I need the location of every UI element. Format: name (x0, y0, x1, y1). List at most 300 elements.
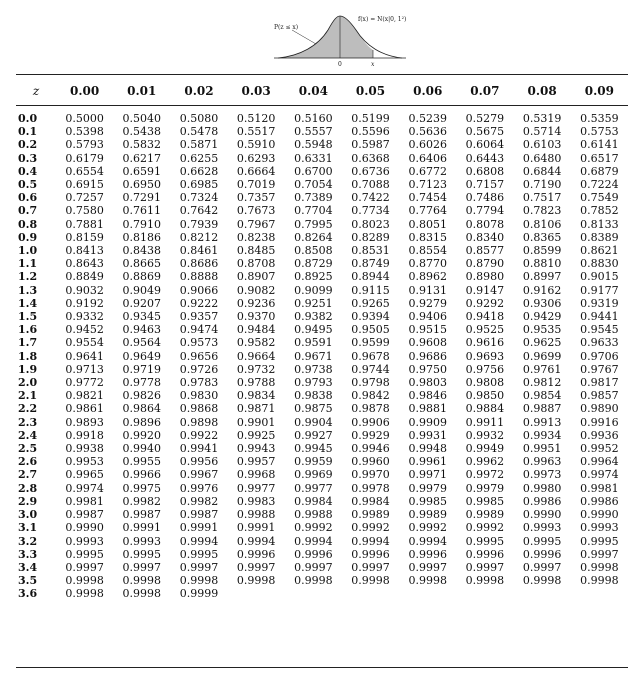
z-value: 0.4 (18, 164, 38, 178)
table-cell: 0.9394 (351, 310, 390, 324)
z-value: 1.5 (18, 310, 38, 324)
table-cell (456, 587, 513, 600)
table-cell: 0.6064 (465, 138, 505, 152)
table-cell: 0.9345 (122, 310, 162, 324)
table-cell: 0.8389 (580, 230, 619, 244)
table-cell: 0.9656 (179, 349, 219, 363)
table-cell: 0.7764 (408, 204, 447, 218)
table-cell: 0.6844 (522, 164, 562, 178)
table-cell: 0.6591 (122, 164, 162, 178)
table-cell: 0.9916 (580, 415, 619, 429)
table-cell: 0.9032 (65, 283, 104, 297)
table-cell: 0.9995 (522, 534, 562, 548)
table-cell: 0.9147 (465, 283, 505, 297)
z-value: 2.0 (18, 376, 38, 390)
table-cell: 0.9788 (236, 376, 276, 390)
table-cell: 0.9890 (580, 402, 619, 416)
table-cell: 0.8962 (408, 270, 447, 284)
table-row (16, 363, 628, 376)
table-cell: 0.9875 (294, 402, 333, 416)
table-cell: 0.9878 (351, 402, 390, 416)
density-label: f(x) = N(x|0, 1²) (358, 16, 407, 23)
table-cell: 0.9750 (408, 362, 447, 376)
table-cell: 0.6700 (294, 164, 333, 178)
table-cell: 0.9484 (236, 323, 276, 337)
table-row (16, 350, 628, 363)
table-row (16, 105, 628, 125)
table-cell: 0.8238 (236, 230, 276, 244)
table-cell: 0.9996 (465, 547, 505, 561)
z-value: 0.1 (18, 125, 38, 139)
table-cell: 0.9986 (580, 494, 619, 508)
table-cell: 0.8159 (65, 230, 104, 244)
table-cell (514, 587, 571, 600)
table-cell: 0.9767 (580, 362, 619, 376)
table-cell (228, 587, 285, 600)
table-cell: 0.9591 (294, 336, 333, 350)
table-cell: 0.9904 (294, 415, 333, 429)
table-cell: 0.9854 (522, 389, 562, 403)
table-cell: 0.9812 (522, 376, 562, 390)
table-cell: 0.9207 (122, 296, 162, 310)
table-cell: 0.9982 (122, 494, 162, 508)
table-cell: 0.9962 (465, 455, 505, 469)
table-row (16, 429, 628, 442)
table-cell: 0.8686 (179, 257, 219, 271)
table-cell: 0.9997 (522, 560, 562, 574)
table-cell: 0.6331 (294, 151, 333, 165)
table-cell: 0.8289 (351, 230, 390, 244)
table-row (16, 257, 628, 270)
table-row (16, 548, 628, 561)
table-cell: 0.8907 (236, 270, 276, 284)
table-cell: 0.9817 (580, 376, 619, 390)
table-cell: 0.9949 (465, 442, 505, 456)
table-cell: 0.9940 (122, 442, 162, 456)
table-cell: 0.7324 (179, 191, 219, 205)
table-cell: 0.9864 (122, 402, 162, 416)
table-row (16, 218, 628, 231)
table-cell: 0.9968 (236, 468, 276, 482)
table-cell: 0.7939 (179, 217, 219, 231)
table-cell: 0.8531 (351, 244, 390, 258)
z-header: z (32, 83, 40, 98)
table-cell: 0.9996 (522, 547, 562, 561)
table-cell: 0.7123 (408, 178, 447, 192)
table-cell: 0.8438 (122, 244, 162, 258)
table-cell: 0.8078 (465, 217, 505, 231)
table-cell: 0.9997 (465, 560, 505, 574)
header-row (16, 76, 628, 105)
table-cell: 0.7704 (294, 204, 333, 218)
table-cell: 0.9998 (351, 574, 390, 588)
table-row (16, 402, 628, 415)
table-cell: 0.9778 (122, 376, 162, 390)
z-value: 2.1 (18, 389, 38, 403)
table-cell: 0.6915 (65, 178, 104, 192)
table-cell: 0.9988 (236, 508, 276, 522)
table-cell: 0.9931 (408, 428, 447, 442)
table-cell: 0.9834 (236, 389, 276, 403)
table-cell: 0.9429 (522, 310, 562, 324)
table-row (16, 125, 628, 138)
table-cell: 0.9535 (522, 323, 562, 337)
col-header: 0.00 (69, 83, 100, 98)
table-cell: 0.9896 (122, 415, 162, 429)
table-cell (342, 587, 399, 600)
table-cell: 0.5120 (236, 112, 276, 125)
table-cell: 0.9985 (465, 494, 505, 508)
table-cell: 0.7224 (580, 178, 619, 192)
table-cell: 0.9979 (465, 481, 505, 495)
z-value: 0.7 (18, 204, 38, 218)
table-cell: 0.9998 (522, 574, 562, 588)
table-cell: 0.6103 (522, 138, 562, 152)
table-cell: 0.7454 (408, 191, 447, 205)
z-value: 1.6 (18, 323, 38, 337)
table-cell: 0.9941 (179, 442, 219, 456)
table-cell: 0.8599 (522, 244, 562, 258)
table-cell: 0.7357 (236, 191, 276, 205)
zero-label: 0 (338, 61, 342, 68)
table-row (16, 495, 628, 508)
table-cell: 0.9699 (522, 349, 562, 363)
table-cell: 0.9992 (351, 521, 390, 535)
table-cell: 0.9990 (522, 508, 562, 522)
table-cell: 0.9463 (122, 323, 162, 337)
col-header: 0.09 (584, 83, 614, 98)
table-cell: 0.9909 (408, 415, 447, 429)
table-cell: 0.6736 (351, 164, 390, 178)
table-cell: 0.9997 (408, 560, 447, 574)
table-cell: 0.6664 (236, 164, 276, 178)
table-row (16, 482, 628, 495)
z-value: 3.1 (18, 521, 38, 535)
table-cell: 0.7190 (522, 178, 562, 192)
table-cell: 0.9693 (465, 349, 505, 363)
table-cell: 0.8729 (294, 257, 333, 271)
table-cell: 0.9994 (351, 534, 390, 548)
table-cell: 0.9616 (465, 336, 505, 350)
table-cell: 0.9821 (65, 389, 104, 403)
table-cell: 0.9850 (465, 389, 505, 403)
table-cell: 0.9966 (122, 468, 162, 482)
table-cell: 0.9633 (580, 336, 619, 350)
table-cell: 0.9996 (236, 547, 276, 561)
table-cell: 0.9998 (122, 587, 162, 601)
table-row (16, 376, 628, 389)
normal-distribution-table (16, 76, 628, 601)
table-cell: 0.9997 (236, 560, 276, 574)
col-header: 0.07 (470, 83, 500, 98)
table-cell: 0.9998 (408, 574, 447, 588)
table-cell: 0.9998 (236, 574, 276, 588)
table-row (16, 284, 628, 297)
table-cell: 0.8749 (351, 257, 390, 271)
table-cell: 0.9573 (179, 336, 219, 350)
table-cell: 0.7054 (294, 178, 333, 192)
col-header: 0.08 (527, 83, 557, 98)
normal-distribution-figure (270, 6, 410, 68)
table-cell: 0.6480 (522, 151, 562, 165)
table-cell: 0.9554 (65, 336, 104, 350)
z-value: 0.6 (18, 191, 38, 205)
table-cell: 0.9995 (465, 534, 505, 548)
table-cell: 0.5596 (351, 125, 390, 139)
table-cell: 0.9977 (294, 481, 333, 495)
table-cell: 0.6772 (408, 164, 447, 178)
table-cell: 0.9997 (294, 560, 333, 574)
table-body (16, 105, 628, 601)
table-cell: 0.9649 (122, 349, 162, 363)
z-value: 1.8 (18, 349, 38, 363)
table-cell: 0.9995 (122, 547, 162, 561)
table-cell: 0.8577 (465, 244, 505, 258)
table-cell: 0.9956 (179, 455, 219, 469)
table-cell: 0.8485 (236, 244, 276, 258)
table-row (16, 389, 628, 402)
table-cell: 0.9545 (580, 323, 619, 337)
table-cell: 0.9994 (179, 534, 219, 548)
table-cell: 0.9803 (408, 376, 447, 390)
table-cell: 0.7611 (122, 204, 162, 218)
z-value: 0.0 (18, 112, 38, 125)
table-cell: 0.9871 (236, 402, 276, 416)
table-cell: 0.5040 (122, 112, 162, 125)
table-row (16, 323, 628, 336)
table-cell: 0.9719 (122, 362, 162, 376)
table-cell: 0.9761 (522, 362, 562, 376)
table-cell: 0.9993 (65, 534, 104, 548)
z-value: 0.2 (18, 138, 38, 152)
table-row (16, 231, 628, 244)
table-cell: 0.9049 (122, 283, 162, 297)
table-cell: 0.9938 (65, 442, 104, 456)
col-header: 0.06 (413, 83, 443, 98)
table-cell: 0.6628 (179, 164, 219, 178)
table-cell: 0.9986 (522, 494, 562, 508)
table-row (16, 244, 628, 257)
table-cell (399, 587, 456, 600)
table-cell: 0.9738 (294, 362, 333, 376)
table-cell: 0.8810 (522, 257, 562, 271)
table-cell: 0.9599 (351, 336, 390, 350)
table-cell: 0.9984 (294, 494, 333, 508)
table-cell: 0.9997 (65, 560, 104, 574)
table-cell: 0.9306 (522, 296, 562, 310)
table-cell: 0.9222 (179, 296, 219, 310)
z-value: 3.2 (18, 534, 38, 548)
table-cell: 0.9963 (522, 455, 562, 469)
table-cell: 0.9901 (236, 415, 276, 429)
z-value: 2.4 (18, 428, 38, 442)
table-cell: 0.8643 (65, 257, 104, 271)
table-cell: 0.6808 (465, 164, 505, 178)
table-cell: 0.9474 (179, 323, 219, 337)
table-cell: 0.9772 (65, 376, 104, 390)
table-cell: 0.6293 (236, 151, 276, 165)
z-value: 3.4 (18, 560, 38, 574)
table-cell: 0.9713 (65, 362, 104, 376)
table-cell: 0.8315 (408, 230, 447, 244)
z-value: 2.2 (18, 402, 38, 416)
table-cell: 0.5636 (408, 125, 447, 139)
table-cell: 0.9838 (294, 389, 333, 403)
table-row (16, 310, 628, 323)
table-cell: 0.8869 (122, 270, 162, 284)
table-cell: 0.7852 (580, 204, 619, 218)
table-cell: 0.7881 (65, 217, 104, 231)
table-cell: 0.9418 (465, 310, 505, 324)
table-cell: 0.9934 (522, 428, 562, 442)
table-cell: 0.9998 (65, 574, 104, 588)
table-cell: 0.9993 (522, 521, 562, 535)
table-cell: 0.8997 (522, 270, 562, 284)
table-cell: 0.9965 (65, 468, 104, 482)
table-cell: 0.9115 (351, 283, 390, 297)
table-row (16, 587, 628, 600)
z-value: 0.3 (18, 151, 38, 165)
table-row (16, 336, 628, 349)
table-cell: 0.5517 (236, 125, 276, 139)
table-cell: 0.8051 (408, 217, 447, 231)
table-cell: 0.9452 (65, 323, 104, 337)
table-row (16, 138, 628, 151)
table-cell: 0.6879 (580, 164, 619, 178)
table-cell: 0.9515 (408, 323, 447, 337)
table-cell: 0.9974 (65, 481, 104, 495)
table-cell: 0.9066 (179, 283, 219, 297)
table-cell: 0.9991 (236, 521, 276, 535)
table-cell: 0.9564 (122, 336, 162, 350)
z-value: 2.7 (18, 468, 38, 482)
table-cell: 0.9995 (65, 547, 104, 561)
z-value: 0.9 (18, 230, 38, 244)
table-cell: 0.9977 (236, 481, 276, 495)
table-row (16, 574, 628, 587)
table-cell: 0.7673 (236, 204, 276, 218)
table-cell: 0.7019 (236, 178, 276, 192)
table-cell: 0.9846 (408, 389, 447, 403)
table-cell: 0.9993 (122, 534, 162, 548)
table-cell: 0.9015 (580, 270, 619, 284)
table-cell: 0.7823 (522, 204, 562, 218)
table-cell: 0.9783 (179, 376, 219, 390)
table-cell: 0.6026 (408, 138, 447, 152)
table-cell: 0.8790 (465, 257, 505, 271)
table-cell: 0.9441 (580, 310, 619, 324)
table-row (16, 521, 628, 534)
table-cell: 0.9932 (465, 428, 505, 442)
table-cell: 0.5478 (179, 125, 219, 139)
table-cell: 0.9989 (408, 508, 447, 522)
table-cell: 0.8413 (65, 244, 104, 258)
z-value: 3.6 (18, 587, 38, 601)
table-cell: 0.9162 (522, 283, 562, 297)
table-cell: 0.9959 (294, 455, 333, 469)
table-cell: 0.9998 (122, 574, 162, 588)
table-cell: 0.9998 (65, 587, 104, 601)
col-header: 0.03 (241, 83, 271, 98)
table-cell: 0.8770 (408, 257, 447, 271)
table-cell: 0.9911 (465, 415, 505, 429)
table-cell: 0.9960 (351, 455, 390, 469)
col-header: 0.01 (127, 83, 157, 98)
table-cell: 0.7734 (351, 204, 390, 218)
table-cell: 0.9192 (65, 296, 104, 310)
z-value: 2.6 (18, 455, 38, 469)
table-cell: 0.9798 (351, 376, 390, 390)
table-cell: 0.9987 (65, 508, 104, 522)
table-row (16, 191, 628, 204)
z-value: 3.5 (18, 574, 38, 588)
table-cell: 0.5832 (122, 138, 162, 152)
table-cell: 0.8621 (580, 244, 619, 258)
table-cell: 0.9370 (236, 310, 276, 324)
table-cell: 0.8023 (351, 217, 390, 231)
table-cell: 0.8665 (122, 257, 162, 271)
table-cell: 0.9706 (580, 349, 619, 363)
table-cell: 0.9793 (294, 376, 333, 390)
table-cell: 0.6554 (65, 164, 104, 178)
table-cell: 0.9972 (465, 468, 505, 482)
table-cell: 0.7088 (351, 178, 390, 192)
table-cell: 0.9686 (408, 349, 447, 363)
table-cell: 0.9953 (65, 455, 104, 469)
table-cell: 0.9279 (408, 296, 447, 310)
z-value: 1.3 (18, 283, 38, 297)
table-cell: 0.9525 (465, 323, 505, 337)
table-cell: 0.9964 (580, 455, 619, 469)
table-cell: 0.7967 (236, 217, 276, 231)
table-cell: 0.5793 (65, 138, 104, 152)
table-cell: 0.9996 (408, 547, 447, 561)
table-cell: 0.9332 (65, 310, 104, 324)
table-cell: 0.5753 (580, 125, 619, 139)
table-cell: 0.9922 (179, 428, 219, 442)
table-cell: 0.5319 (522, 112, 562, 125)
table-cell: 0.9887 (522, 402, 562, 416)
table-cell: 0.7389 (294, 191, 333, 205)
table-cell: 0.9974 (580, 468, 619, 482)
table-cell: 0.8340 (465, 230, 505, 244)
table-cell: 0.9981 (65, 494, 104, 508)
table-cell: 0.9826 (122, 389, 162, 403)
table-row (16, 416, 628, 429)
table-cell: 0.9961 (408, 455, 447, 469)
table-cell: 0.9177 (580, 283, 619, 297)
table-cell: 0.9992 (465, 521, 505, 535)
table-cell: 0.5359 (580, 112, 619, 125)
prob-pointer (292, 30, 316, 44)
table-cell: 0.9990 (580, 508, 619, 522)
table-cell: 0.9943 (236, 442, 276, 456)
table-cell: 0.6179 (65, 151, 104, 165)
table-cell: 0.5199 (351, 112, 390, 125)
table-cell: 0.9999 (179, 587, 219, 601)
table-cell: 0.9992 (408, 521, 447, 535)
z-value: 1.1 (18, 257, 38, 271)
table-cell: 0.9978 (351, 481, 390, 495)
z-value: 3.0 (18, 508, 38, 522)
table-cell: 0.5000 (65, 112, 104, 125)
table-cell: 0.9918 (65, 428, 104, 442)
table-bottom-rule (16, 667, 628, 668)
table-cell: 0.9505 (351, 323, 390, 337)
table-cell: 0.9985 (408, 494, 447, 508)
table-cell: 0.9998 (580, 560, 619, 574)
table-cell: 0.8186 (122, 230, 162, 244)
